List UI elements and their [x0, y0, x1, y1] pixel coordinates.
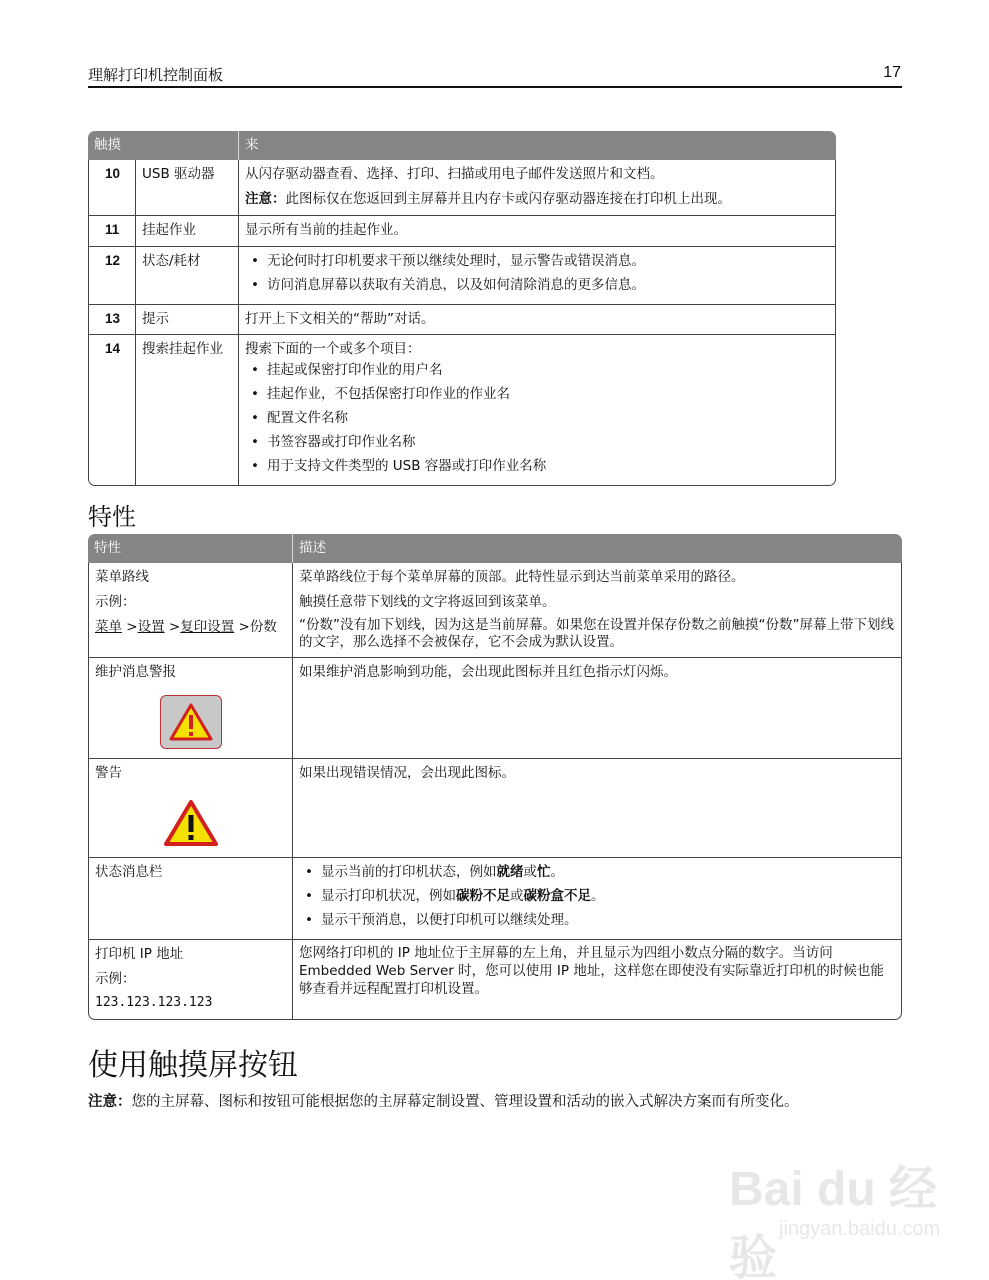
list-item: • 显示干预消息，以便打印机可以继续处理。: [299, 910, 895, 931]
description-text: “份数”没有加下划线，因为这是当前屏幕。如果您在设置并保存份数之前触摸“份数”屏幕上带下划线的文字，那么选择不会被保存，它不会成为默认设置。: [299, 616, 894, 651]
table-row: [88, 335, 836, 486]
section-title-touch-buttons: 使用触摸屏按钮: [88, 1048, 298, 1083]
row-name: 搜索挂起作业: [136, 335, 239, 486]
feature-name-cell: [88, 658, 293, 759]
baidu-watermark: [729, 1150, 959, 1280]
example-label: 示例：: [95, 970, 136, 987]
description-text: 搜索下面的一个或多个项目：: [245, 341, 421, 358]
list-item: • 用于支持文件类型的 USB 容器或打印作业名称: [245, 456, 829, 477]
row-description: 打开上下文相关的“帮助”对话。: [239, 305, 836, 336]
row-description: [239, 247, 836, 305]
column-header: 描述: [293, 534, 902, 563]
note: [245, 189, 829, 210]
path-separator: >: [164, 618, 181, 635]
feature-name-cell: [88, 563, 293, 658]
table-row: [88, 216, 836, 247]
description-text: 从闪存驱动器查看、选择、打印、扫描或用电子邮件发送照片和文档。: [245, 165, 664, 182]
description-text: 触摸任意带下划线的文字将返回到该菜单。: [299, 593, 556, 610]
feature-name: 菜单路线: [95, 568, 149, 585]
row-number: 11: [88, 216, 136, 247]
ip-example-value: 123.123.123.123: [95, 995, 213, 1011]
table-header-row: [88, 131, 836, 160]
row-name: 提示: [136, 305, 239, 336]
feature-description-cell: 如果出现错误情况，会出现此图标。: [293, 759, 902, 858]
list-item: [299, 886, 895, 907]
watermark-sub-text: jingyan.baidu.com: [779, 1218, 941, 1240]
feature-description-cell: 您网络打印机的 IP 地址位于主屏幕的左上角，并且显示为四组小数点分隔的数字。当访问 Embedded Web Server 时，您可以使用 IP 地址，这样您在即使没有实际靠近打印机的时候也能够查看并远程配置打印机设置。: [293, 940, 902, 1020]
list-item: • 挂起作业，不包括保密打印作业的作业名: [245, 384, 829, 405]
keyword: 忙: [537, 863, 551, 880]
bullet-list: [299, 862, 895, 931]
table-row: [88, 563, 902, 658]
menu-path-example: [95, 617, 286, 638]
row-name: USB 驱动器: [136, 160, 239, 216]
feature-description-cell: [293, 858, 902, 940]
note-text: 您的主屏幕、图标和按钮可能根据您的主屏幕定制设置、管理设置和活动的嵌入式解决方案而有所变化。: [131, 1094, 799, 1110]
warning-triangle-icon: [163, 799, 219, 847]
row-name: 挂起作业: [136, 216, 239, 247]
column-header: 来: [239, 131, 836, 160]
path-segment: 设置: [137, 618, 165, 635]
path-segment: 菜单: [95, 618, 122, 635]
list-item: • 书签容器或打印作业名称: [245, 432, 829, 453]
keyword: 就绪: [496, 863, 524, 880]
path-segment: 份数: [249, 618, 277, 635]
table-row: [88, 858, 902, 940]
feature-table: [88, 534, 902, 1020]
row-number: 10: [88, 160, 136, 216]
text: 显示当前的打印机状态，例如: [321, 863, 497, 880]
path-segment: 复印设置: [180, 618, 235, 635]
maintenance-warning-icon: [160, 695, 222, 749]
column-header: 触摸: [88, 131, 239, 160]
row-description: [239, 160, 836, 216]
row-name: 状态/耗材: [136, 247, 239, 305]
header-title: 理解打印机控制面板: [88, 66, 224, 84]
icon-container: [95, 695, 286, 749]
row-description: 显示所有当前的挂起作业。: [239, 216, 836, 247]
warning-icon: [160, 796, 222, 850]
list-item: [299, 862, 895, 883]
page-number: 17: [883, 64, 901, 81]
table-header-row: [88, 534, 902, 563]
header-divider: [88, 86, 902, 88]
row-description: [239, 335, 836, 486]
bullet-list: [245, 360, 829, 477]
note-label: 注意：: [88, 1094, 132, 1110]
table-row: [88, 247, 836, 305]
path-separator: >: [234, 618, 250, 635]
table-row: [88, 658, 902, 759]
example-label: 示例：: [95, 593, 136, 610]
text: 或: [523, 863, 537, 880]
feature-name-cell: [88, 940, 293, 1020]
text: 。: [550, 863, 564, 880]
row-number: 13: [88, 305, 136, 336]
feature-name-cell: [88, 759, 293, 858]
row-number: 12: [88, 247, 136, 305]
bullet-list: [245, 251, 829, 296]
description-text: 菜单路线位于每个菜单屏幕的顶部。此特性显示到达当前菜单采用的路径。: [299, 568, 745, 585]
list-item: • 访问消息屏幕以获取有关消息，以及如何清除消息的更多信息。: [245, 275, 829, 296]
table-row: [88, 759, 902, 858]
text: 。: [591, 887, 605, 904]
list-item: • 无论何时打印机要求干预以继续处理时，显示警告或错误消息。: [245, 251, 829, 272]
text: 显示打印机状况，例如: [321, 887, 456, 904]
list-item: • 配置文件名称: [245, 408, 829, 429]
list-item: • 挂起或保密打印作业的用户名: [245, 360, 829, 381]
note-text: 此图标仅在您返回到主屏幕并且内存卡或闪存驱动器连接在打印机上出现。: [285, 190, 731, 207]
feature-name: 打印机 IP 地址: [95, 945, 184, 962]
table-row: [88, 940, 902, 1020]
watermark-main-text: Bai du 经验: [729, 1163, 938, 1280]
note-label: 注意：: [245, 190, 286, 207]
path-separator: >: [122, 618, 138, 635]
bottom-note: [88, 1092, 902, 1114]
table-row: [88, 305, 836, 336]
text: 或: [510, 887, 524, 904]
feature-description-cell: 如果维护消息影响到功能，会出现此图标并且红色指示灯闪烁。: [293, 658, 902, 759]
column-header: 特性: [88, 534, 293, 563]
feature-name: 警告: [95, 764, 122, 781]
keyword: 碳粉盒不足: [523, 887, 591, 904]
section-title-features: 特性: [88, 503, 136, 531]
icon-container: [95, 796, 286, 850]
keyword: 碳粉不足: [456, 887, 510, 904]
table-row: [88, 160, 836, 216]
touch-table: [88, 131, 836, 486]
feature-description-cell: [293, 563, 902, 658]
feature-name-cell: 状态消息栏: [88, 858, 293, 940]
warning-triangle-icon: [169, 703, 213, 741]
feature-name: 维护消息警报: [95, 663, 176, 680]
row-number: 14: [88, 335, 136, 486]
